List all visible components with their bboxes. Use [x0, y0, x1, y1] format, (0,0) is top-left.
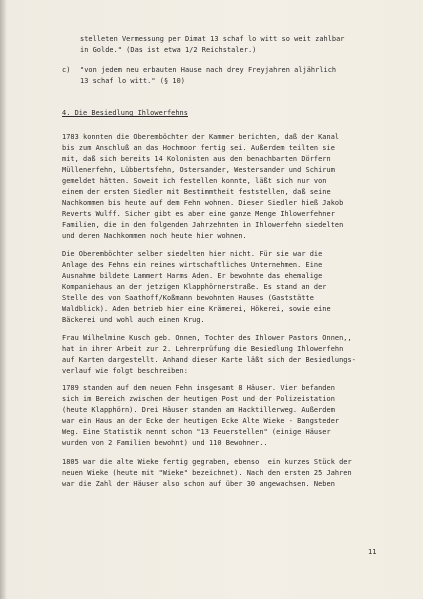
- list-item-c-line-2: 13 schaf lo witt." (§ 10): [80, 77, 185, 85]
- section-heading: 4. Die Besiedlung Ihlowerfehns: [62, 109, 188, 117]
- paragraph-3-line: verlauf wie folgt beschreiben:: [62, 367, 188, 375]
- paragraph-1-line: Müllenerfehn, Lübbertsfehn, Ostersander, Westersander und Schirum: [62, 166, 335, 174]
- list-item-b-line-1: stelleten Vermessung per Dimat 13 schaf lo witt so weit zahlbar: [80, 35, 345, 43]
- page-number: 11: [368, 548, 377, 556]
- paragraph-2-line: Die Oberemböchter selber siedelten hier nicht. Für sie war die: [62, 250, 323, 258]
- page-fold-shadow: [0, 0, 6, 599]
- paragraph-4-line: war ein Haus an der Ecke der heutigen Ecke Alte Wieke - Bangsteder: [62, 417, 340, 425]
- paragraph-3-line: hat in ihrer Arbeit zur 2. Lehrerprüfung die Besiedlung Ihlowerfehn: [62, 345, 344, 353]
- paragraph-3-line: auf Karten dargestellt. Anhand dieser Karte läßt sich der Besiedlungs-: [62, 356, 356, 364]
- paragraph-1-line: bis zum Anschluß an das Hochmoor fertig sei. Außerdem teilten sie: [62, 144, 335, 152]
- paragraph-5-line: neuen Wieke (heute mit "Wieke" bezeichnet). Nach den ersten 25 Jahren: [62, 469, 352, 477]
- paragraph-1-line: einem der ersten Siedler mit Bestimmtheit feststellen, daß seine: [62, 188, 331, 196]
- list-item-b-line-2: in Golde." (Das ist etwa 1/2 Reichstaler.): [80, 46, 257, 54]
- paragraph-2-line: Kompaniehaus an der jetzigen Klapphörnerstraße. Es stand an der: [62, 283, 327, 291]
- list-item-c-line-1: "von jedem neu erbauten Hause nach drey Freyjahren aljährlich: [80, 66, 337, 74]
- paragraph-2-line: Bäckerei und wohl auch einen Krug.: [62, 316, 205, 324]
- paragraph-5-line: war die Zahl der Häuser also schon auf über 30 angewachsen. Neben: [62, 480, 335, 488]
- paragraph-2-line: Anlage des Fehns ein reines wirtschaftliches Unternehmen. Eine: [62, 261, 323, 269]
- paragraph-2-line: Waldblick). Aden betrieb hier eine Krämerei, Hökerei, sowie eine: [62, 305, 331, 313]
- paragraph-4-line: (heute Klapphörn). Drei Häuser standen am Hacktillerweg. Außerdem: [62, 406, 335, 414]
- paragraph-1-line: Reverts Wulff. Sicher gibt es aber eine ganze Menge Ihlowerfehner: [62, 210, 335, 218]
- paragraph-4-line: wurden von 2 Familien bewohnt) und 110 Bewohner..: [62, 439, 268, 447]
- paragraph-2-line: Ausnahme bildete Lammert Harms Aden. Er bewohnte das ehemalige: [62, 272, 323, 280]
- paragraph-4-line: 1789 standen auf dem neuen Fehn insgesamt 8 Häuser. Vier befanden: [62, 384, 335, 392]
- list-item-c-marker: c): [62, 66, 71, 74]
- paragraph-4-line: sich im Bereich zwischen der heutigen Post und der Polizeistation: [62, 395, 335, 403]
- paragraph-1-line: gemeldet hätten. Soweit ich festellen konnte, läßt sich nur von: [62, 177, 327, 185]
- paragraph-4-line: Weg. Eine Statistik nennt schon "13 Feuerstellen" (einige Häuser: [62, 428, 331, 436]
- paragraph-1-line: und deren Nachkommen noch heute hier wohnen.: [62, 232, 247, 240]
- paragraph-1-line: Nachkommen bis heute auf dem Fehn wohnen. Dieser Siedler hieß Jakob: [62, 199, 344, 207]
- paragraph-2-line: Stelle des von Saathoff/Koßmann bewohnten Hauses (Gaststätte: [62, 294, 314, 302]
- paragraph-1-line: 1783 konnten die Oberemböchter der Kammer berichten, daß der Kanal: [62, 133, 340, 141]
- paragraph-1-line: Familien, die in den folgenden Jahrzehnten in Ihlowerfehn siedelten: [62, 221, 344, 229]
- paragraph-1-line: mit, daß sich bereits 14 Kolonisten aus den benachbarten Dörfern: [62, 155, 331, 163]
- paragraph-5-line: 1805 war die alte Wieke fertig gegraben, ebenso ein kurzes Stück der: [62, 458, 352, 466]
- paragraph-3-line: Frau Wilhelmine Kusch geb. Onnen, Tochter des Ihlower Pastors Onnen,,: [62, 334, 352, 342]
